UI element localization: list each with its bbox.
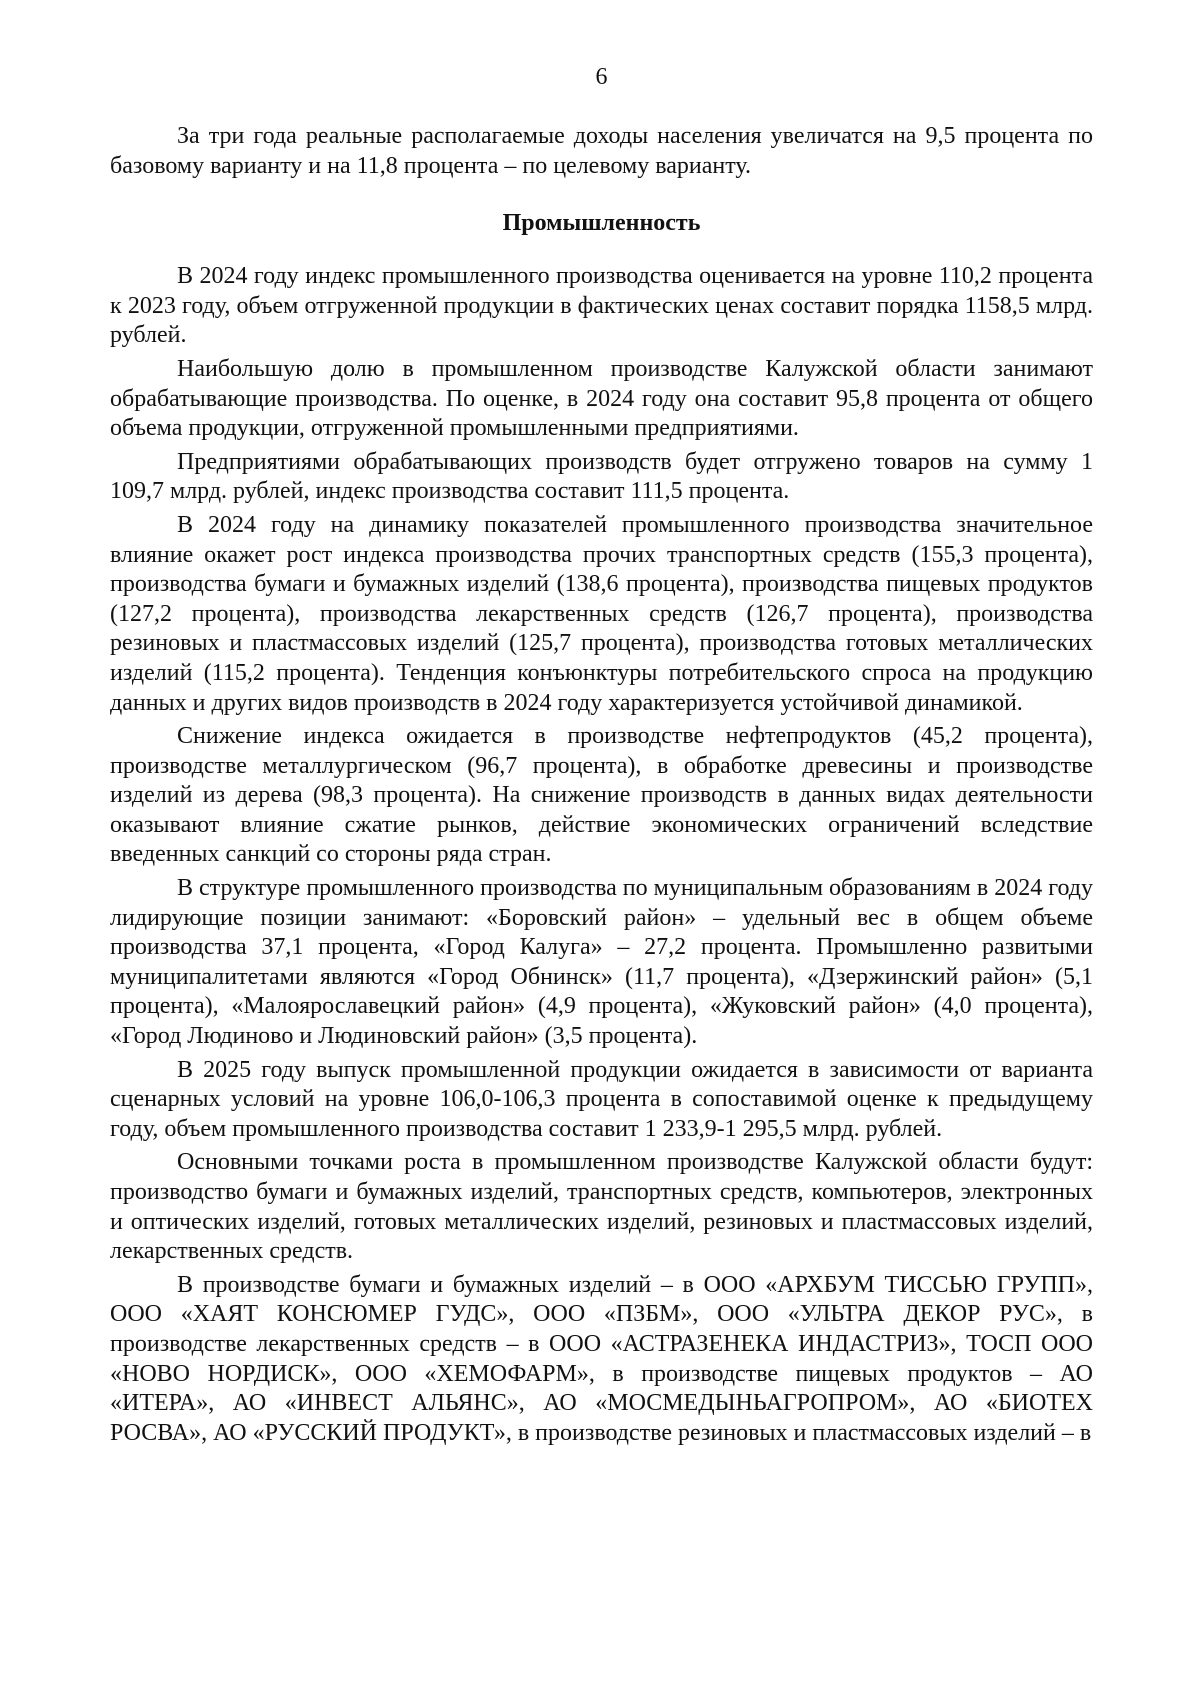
paragraph-decline: Снижение индекса ожидается в производстве нефтепродуктов (45,2 процента), производстве металлургическом (96,7 процента), в обработке древесины и производстве изделий из дерева (98,3 процента). На снижение производств в данных видах деятельности оказывают влияние сжатие рынков, действие экономических ограничений вследствие введенных санкций со стороны ряда стран. (110, 723, 1093, 868)
paragraph-enterprises: В производстве бумаги и бумажных изделий – в ООО «АРХБУМ ТИССЬЮ ГРУПП», ООО «ХАЯТ КОНСЮМЕР ГУДС», ООО «ПЗБМ», ООО «УЛЬТРА ДЕКОР РУС», в производстве лекарственных средств – в ООО «АСТРАЗЕНЕКА ИНДАСТРИЗ», ТОСП ООО «НОВО НОРДИСК», ООО «ХЕМОФАРМ», в производстве пищевых продуктов – АО «ИТЕРА», АО «ИНВЕСТ АЛЬЯНС», АО «МОСМЕДЫНЬАГРОПРОМ», АО «БИОТЕХ РОСВА», АО «РУССКИЙ ПРОДУКТ», в производстве резиновых и пластмассовых изделий – в (110, 1271, 1093, 1446)
section-title: Промышленность (502, 210, 701, 237)
paragraph-manufacturing-share: Наибольшую долю в промышленном производстве Калужской области занимают обрабатывающие производства. По оценке, в 2024 году она составит 95,8 процента от общего объема продукции, отгруженной промышленными предприятиями. (110, 355, 1093, 442)
paragraph-municipal-structure: В структуре промышленного производства по муниципальным образованиям в 2024 году лидирующие позиции занимают: «Боровский район» – удельный вес в общем объеме производства 37,1 процента, «Город Калуга» – 27,2 процента. Промышленно развитыми муниципалитетами являются «Город Обнинск» (11,7 процента), «Дзержинский район» (5,1 процента), «Малоярославецкий район» (4,9 процента), «Жуковский район» (4,0 процента), «Город Людиново и Людиновский район» (3,5 процента). (110, 875, 1093, 1050)
paragraph-growth-points: Основными точками роста в промышленном производстве Калужской области будут: производство бумаги и бумажных изделий, транспортных средств, компьютеров, электронных и оптических изделий, готовых металлических изделий, резиновых и пластмассовых изделий, лекарственных средств. (110, 1149, 1093, 1265)
paragraph-production-index: В 2024 году индекс промышленного производства оценивается на уровне 110,2 процента к 2023 году, объем отгруженной продукции в фактических ценах составит порядка 1158,5 млрд. рублей. (110, 263, 1093, 349)
intro-paragraph: За три года реальные располагаемые доходы населения увеличатся на 9,5 процента по базовому варианту и на 11,8 процента – по целевому варианту. (110, 123, 1093, 179)
paragraph-2025-forecast: В 2025 году выпуск промышленной продукции ожидается в зависимости от варианта сценарных условий на уровне 106,0-106,3 процента в сопоставимой оценке к предыдущему году, объем промышленного производства составит 1 233,9-1 295,5 млрд. рублей. (110, 1056, 1093, 1142)
paragraph-manufacturing-shipments: Предприятиями обрабатывающих производств будет отгружено товаров на сумму 1 109,7 млрд. рублей, индекс производства составит 111,5 процента. (110, 448, 1093, 505)
page-number: 6 (595, 64, 608, 90)
paragraph-growth-drivers: В 2024 году на динамику показателей промышленного производства значительное влияние окажет рост индекса производства прочих транспортных средств (155,3 процента), производства бумаги и бумажных изделий (138,6 процента), производства пищевых продуктов (127,2 процента), производства лекарственных средств (126,7 процента), производства резиновых и пластмассовых изделий (125,7 процента), производства готовых металлических изделий (115,2 процента). Тенденция конъюнктуры потребительского спроса на продукцию данных и других видов производств в 2024 году характеризуется устойчивой динамикой. (110, 511, 1093, 716)
